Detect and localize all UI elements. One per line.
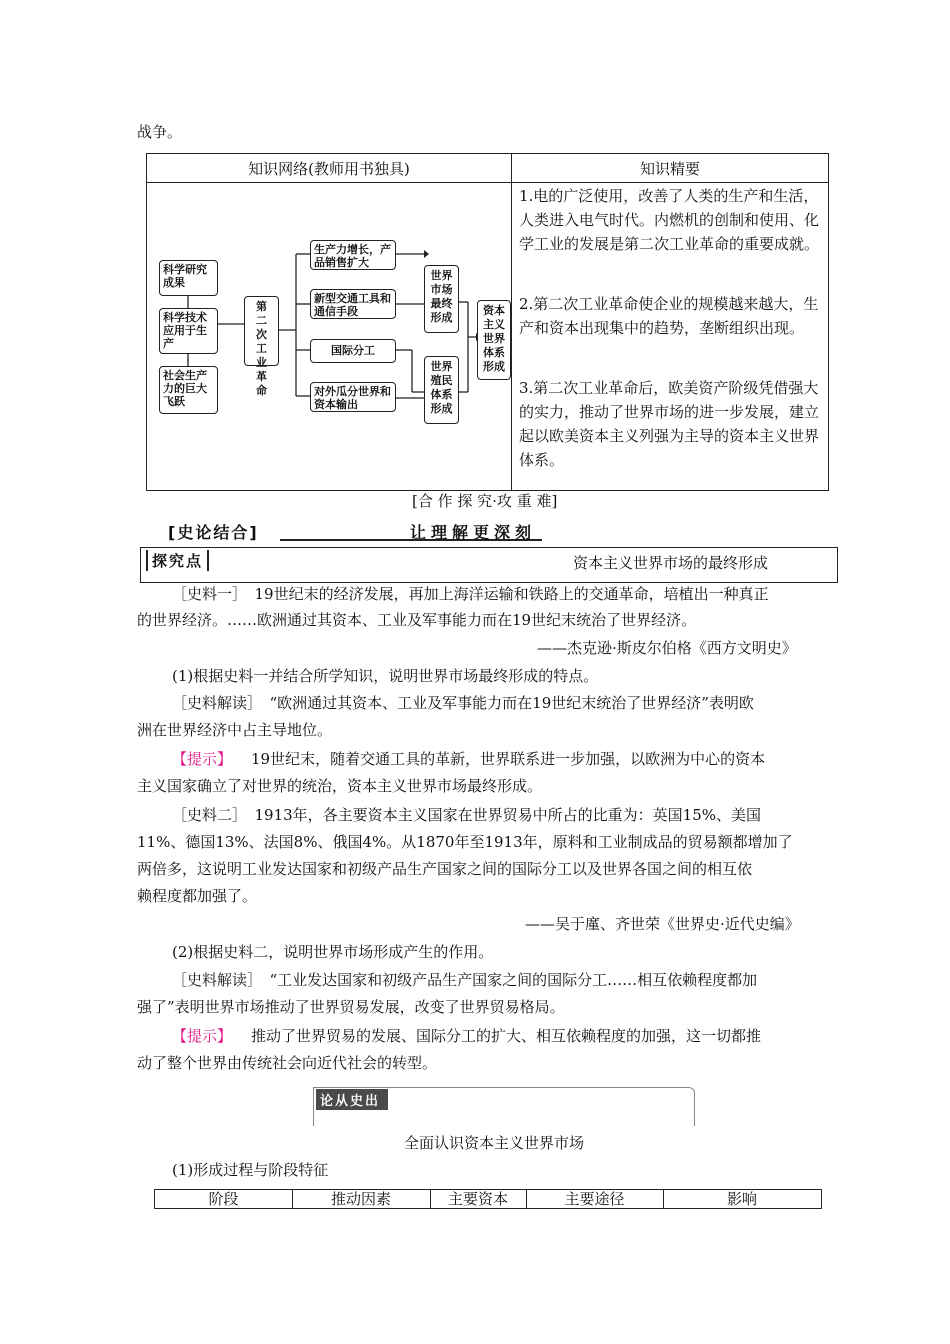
- subheading: (1)形成过程与阶段特征: [172, 1161, 329, 1179]
- section-tag-label: 论从史出: [316, 1089, 388, 1110]
- diagram-branch: 对外瓜分世界和资本输出: [310, 382, 396, 412]
- material-line: ［史料二］ 1913年，各主要资本主义国家在世界贸易中所占的比重为：英国15%、美国: [172, 806, 762, 824]
- hint-line: 19世纪末，随着交通工具的革新，世界联系进一步加强，以欧洲为中心的资本: [236, 750, 766, 768]
- diagram-center-node: 第二次工业革命: [244, 296, 279, 366]
- top-text: 战争。: [137, 123, 183, 141]
- interpretation-line: 强了”表明世界市场推动了世界贸易发展，改变了世界贸易格局。: [137, 998, 565, 1016]
- material-line: 两倍多，这说明工业发达国家和初级产品生产国家之间的国际分工以及世界各国之间的相互依: [137, 860, 753, 878]
- knowledge-point: 1.电的广泛使用，改善了人类的生产和生活，人类进入电气时代。内燃机的创制和使用、化学工业的发展是第二次工业革命的重要成就。: [519, 187, 820, 253]
- knowledge-point: 3.第二次工业革命后，欧美资产阶级凭借强大的实力，推动了世界市场的进一步发展，建立起以欧美资本主义列强为主导的资本主义世界体系。: [519, 379, 820, 469]
- diagram-result-node: 世界市场最终形成: [424, 265, 459, 333]
- diagram-branch: 国际分工: [310, 339, 396, 363]
- summary-title: 全面认识资本主义世界市场: [404, 1134, 585, 1152]
- hint-label: 【提示】: [172, 750, 233, 768]
- stage-table: [154, 1189, 822, 1209]
- knowledge-summary-header: 知识精要: [639, 160, 700, 178]
- hint-line: 推动了世界贸易的发展、国际分工的扩大、相互依赖程度的加强，这一切都推: [236, 1027, 762, 1045]
- hint-label: 【提示】: [172, 1027, 233, 1045]
- table-header-cell: 推动因素: [292, 1190, 431, 1208]
- explore-label: 探究点: [146, 550, 209, 571]
- hint-line: 主义国家确立了对世界的统治，资本主义世界市场最终形成。: [137, 777, 543, 795]
- hint-line: 动了整个世界由传统社会向近代社会的转型。: [137, 1054, 438, 1072]
- source-citation: ——杰克逊·斯皮尔伯格《西方文明史》: [537, 639, 797, 657]
- table-header-cell: 主要资本: [430, 1190, 527, 1208]
- diagram-final-node: 资本主义世界体系形成: [477, 300, 511, 380]
- interpretation-line: 洲在世界经济中占主导地位。: [137, 721, 333, 739]
- explore-title: 资本主义世界市场的最终形成: [573, 554, 769, 572]
- knowledge-network-header: 知识网络(教师用书独具): [248, 160, 410, 178]
- question: (1)根据史料一并结合所学知识，说明世界市场最终形成的特点。: [172, 667, 599, 685]
- section-title: [合 作 探 究·攻 重 难]: [412, 492, 558, 510]
- table-header-cell: 影响: [726, 1190, 757, 1208]
- interpretation-line: ［史料解读］ “工业发达国家和初级产品生产国家之间的国际分工……相互依赖程度都加: [172, 971, 758, 989]
- knowledge-point: 2.第二次工业革命使企业的规模越来越大，生产和资本出现集中的趋势，垄断组织出现。: [519, 295, 819, 337]
- diagram-node: 社会生产力的巨大飞跃: [159, 366, 218, 414]
- diagram-result-node: 世界殖民体系形成: [424, 356, 459, 424]
- banner-right: 让理解更深刻: [410, 523, 537, 542]
- diagram-node: 科学研究成果: [159, 260, 218, 296]
- table-divider: [511, 154, 512, 490]
- table-header-cell: 主要途径: [526, 1190, 664, 1208]
- banner-left: [史论结合]: [168, 523, 259, 542]
- material-line: 11%、德国13%、法国8%、俄国4%。从1870年至1913年，原料和工业制成品的贸易额都增加了: [137, 833, 793, 851]
- source-citation: ——吴于廑、齐世荣《世界史·近代史编》: [525, 915, 800, 933]
- question: (2)根据史料二，说明世界市场形成产生的作用。: [172, 943, 494, 961]
- diagram-node: 科学技术应用于生产: [159, 308, 218, 354]
- diagram-branch: 生产力增长，产品销售扩大: [310, 240, 396, 270]
- interpretation-line: ［史料解读］ “欧洲通过其资本、工业及军事能力而在19世纪末统治了世界经济”表明欧: [172, 694, 754, 712]
- material-line: ［史料一］ 19世纪末的经济发展，再加上海洋运输和铁路上的交通革命，培植出一种真正: [172, 585, 769, 603]
- material-line: 的世界经济。……欧洲通过其资本、工业及军事能力而在19世纪末统治了世界经济。: [137, 611, 697, 629]
- material-line: 赖程度都加强了。: [137, 887, 258, 905]
- diagram-branch: 新型交通工具和通信手段: [310, 289, 396, 319]
- table-header-cell: 阶段: [155, 1190, 293, 1208]
